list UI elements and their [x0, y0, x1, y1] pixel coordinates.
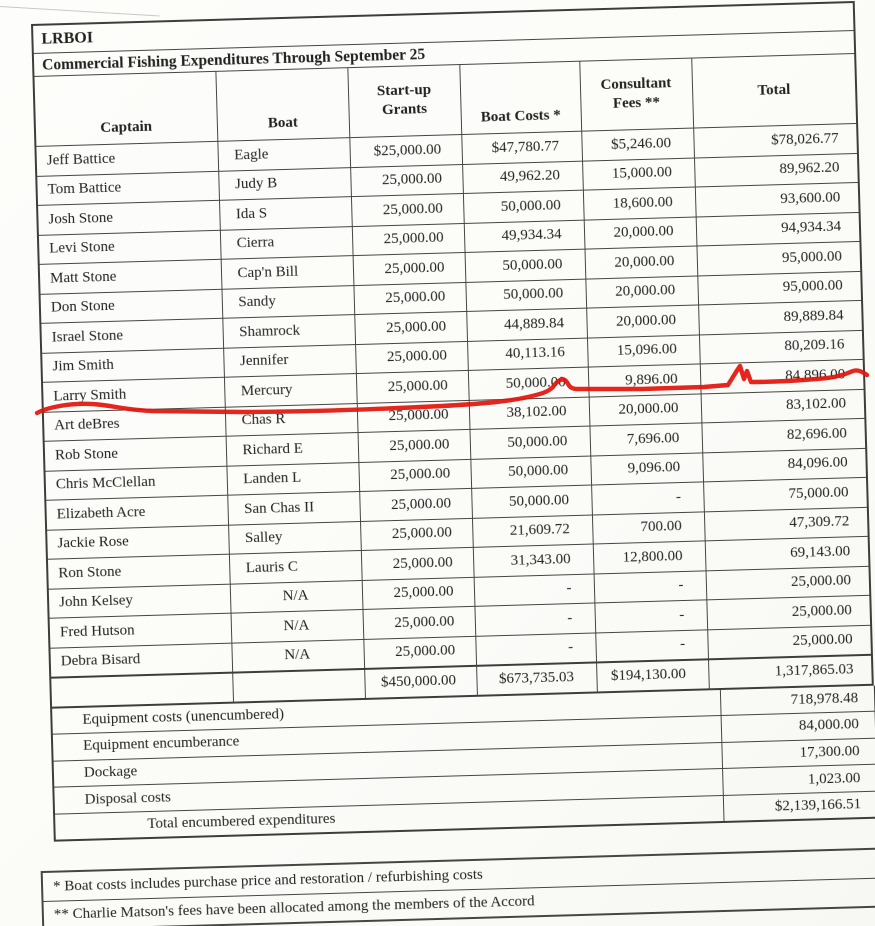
- total-cell: 69,143.00: [705, 536, 870, 570]
- boat-cost-cell: 50,000.00: [465, 279, 586, 312]
- boat-cost-cell: 49,934.34: [464, 220, 585, 253]
- boat-cell: N/A: [230, 580, 363, 613]
- captain-cell: Matt Stone: [39, 259, 222, 294]
- startup-grant-cell: 25,000.00: [352, 223, 465, 256]
- total-cell: 84,096.00: [702, 448, 867, 482]
- boat-cost-cell: 49,962.20: [462, 161, 583, 194]
- summary-label: Dockage: [83, 763, 138, 781]
- boat-cost-cell: 44,889.84: [466, 308, 587, 341]
- startup-grant-cell: 25,000.00: [360, 518, 473, 551]
- summary-value: 1,023.00: [722, 765, 875, 795]
- totals-consultant-fees: $194,130.00: [596, 659, 709, 692]
- startup-grant-cell: 25,000.00: [353, 252, 466, 285]
- boat-cost-cell: -: [475, 632, 596, 665]
- consultant-fee-cell: 20,000.00: [586, 305, 699, 338]
- total-cell: 94,934.34: [696, 212, 861, 246]
- boat-cell: Shamrock: [222, 315, 355, 348]
- boat-cell: Mercury: [224, 374, 357, 407]
- total-cell: 75,000.00: [703, 477, 868, 511]
- boat-cost-cell: 50,000.00: [465, 249, 586, 282]
- captain-cell: Don Stone: [40, 289, 223, 324]
- startup-grant-cell: $25,000.00: [349, 135, 462, 168]
- consultant-fee-cell: $5,246.00: [581, 128, 694, 161]
- consultant-fee-cell: -: [595, 629, 708, 662]
- total-cell: 89,889.84: [698, 300, 863, 334]
- startup-grant-cell: 25,000.00: [358, 459, 471, 492]
- captain-cell: Larry Smith: [42, 377, 225, 412]
- document-page: [31, 1, 875, 926]
- boat-cell: Eagle: [217, 138, 350, 171]
- summary-value: $2,139,166.51: [723, 792, 875, 822]
- startup-grant-cell: 25,000.00: [351, 194, 464, 227]
- total-cell: 80,209.16: [699, 330, 864, 364]
- startup-grant-cell: 25,000.00: [358, 429, 471, 462]
- boat-cost-cell: 50,000.00: [469, 426, 590, 459]
- totals-boat-cell: [232, 668, 365, 702]
- boat-cost-cell: 50,000.00: [471, 485, 592, 518]
- consultant-fee-cell: 20,000.00: [585, 275, 698, 308]
- footnotes-box: [41, 848, 875, 926]
- summary-label: Total encumbered expenditures: [147, 810, 336, 833]
- boat-cell: Ida S: [219, 197, 352, 230]
- startup-grant-cell: 25,000.00: [362, 577, 475, 610]
- paper-edge-artifact: [0, 6, 160, 16]
- boat-cell: Sandy: [221, 285, 354, 318]
- startup-grant-cell: 25,000.00: [362, 606, 475, 639]
- startup-grant-cell: 25,000.00: [361, 547, 474, 580]
- consultant-fee-cell: -: [594, 570, 707, 603]
- boat-cell: Judy B: [218, 167, 351, 200]
- startup-grant-cell: 25,000.00: [355, 341, 468, 374]
- captain-cell: Rob Stone: [44, 436, 227, 471]
- summary-value: 17,300.00: [721, 738, 875, 768]
- total-cell: 89,962.20: [694, 153, 859, 187]
- captain-cell: John Kelsey: [48, 584, 231, 619]
- boat-cell: Cap'n Bill: [221, 256, 354, 289]
- consultant-fee-cell: -: [591, 482, 704, 515]
- column-header-total: Total: [691, 53, 857, 128]
- captain-cell: Ron Stone: [47, 554, 230, 589]
- consultant-fee-cell: 700.00: [592, 511, 705, 544]
- consultant-fee-cell: -: [594, 600, 707, 633]
- captain-cell: Fred Hutson: [49, 613, 232, 648]
- document-title: Commercial Fishing Expenditures Through September 25: [33, 31, 855, 77]
- boat-cost-cell: 50,000.00: [470, 456, 591, 489]
- totals-total: 1,317,865.03: [708, 654, 873, 689]
- summary-value: 84,000.00: [721, 712, 875, 742]
- startup-grant-cell: 25,000.00: [359, 488, 472, 521]
- boat-cost-cell: 31,343.00: [473, 544, 594, 577]
- consultant-fee-cell: 15,096.00: [587, 334, 700, 367]
- expenditure-table: [31, 1, 874, 708]
- boat-cell: Chas R: [225, 403, 358, 436]
- boat-cell: San Chas II: [227, 492, 360, 525]
- total-cell: 25,000.00: [706, 566, 871, 600]
- totals-captain-cell: [50, 672, 233, 707]
- total-cell: 25,000.00: [706, 595, 871, 629]
- total-cell: 95,000.00: [696, 241, 861, 275]
- boat-cost-cell: 21,609.72: [472, 515, 593, 548]
- summary-label: Equipment encumberance: [82, 733, 240, 755]
- column-header-grants: Start-up Grants: [347, 65, 461, 138]
- captain-cell: Jackie Rose: [46, 525, 229, 560]
- boat-cell: Richard E: [226, 433, 359, 466]
- boat-cell: Cierra: [220, 226, 353, 259]
- startup-grant-cell: 25,000.00: [353, 282, 466, 315]
- total-cell: 82,696.00: [701, 418, 866, 452]
- boat-cell: Salley: [228, 521, 361, 554]
- total-cell: 47,309.72: [704, 507, 869, 541]
- boat-cost-cell: 40,113.16: [467, 338, 588, 371]
- captain-cell: Elizabeth Acre: [45, 495, 228, 530]
- total-cell: 93,600.00: [695, 182, 860, 216]
- startup-grant-cell: 25,000.00: [363, 636, 476, 669]
- consultant-fee-cell: 20,000.00: [585, 246, 698, 279]
- captain-cell: Art deBres: [43, 407, 226, 442]
- startup-grant-cell: 25,000.00: [354, 311, 467, 344]
- captain-cell: Chris McClellan: [44, 466, 227, 501]
- captain-cell: Josh Stone: [37, 200, 220, 235]
- column-header-captain: Captain: [33, 71, 217, 146]
- summary-label: Disposal costs: [84, 788, 172, 808]
- totals-boat-costs: $673,735.03: [476, 662, 597, 695]
- boat-cost-cell: 38,102.00: [469, 397, 590, 430]
- column-header-boat-costs: Boat Costs *: [459, 61, 581, 134]
- column-header-boat: Boat: [215, 68, 349, 142]
- boat-cell: N/A: [231, 609, 364, 642]
- total-cell: 84,896.00: [700, 359, 865, 393]
- captain-cell: Jeff Battice: [35, 141, 218, 176]
- total-cell: 95,000.00: [697, 271, 862, 305]
- summary-value: 718,978.48: [720, 685, 875, 715]
- consultant-fee-cell: 15,000.00: [582, 158, 695, 191]
- startup-grant-cell: 25,000.00: [356, 370, 469, 403]
- total-cell: $78,026.77: [693, 123, 858, 157]
- consultant-fee-cell: 12,800.00: [593, 541, 706, 574]
- boat-cost-cell: $47,780.77: [461, 131, 582, 164]
- captain-cell: Debra Bisard: [49, 643, 232, 678]
- totals-grants: $450,000.00: [364, 665, 477, 698]
- boat-cell: N/A: [231, 639, 364, 672]
- consultant-fee-cell: 7,696.00: [589, 423, 702, 456]
- footnote-consultant-fees: ** Charlie Matson's fees have been allocated among the members of the Accord: [53, 893, 535, 923]
- startup-grant-cell: 25,000.00: [350, 164, 463, 197]
- boat-cost-cell: -: [474, 603, 595, 636]
- consultant-fee-cell: 20,000.00: [584, 217, 697, 250]
- captain-cell: Jim Smith: [41, 348, 224, 383]
- boat-cost-cell: -: [474, 574, 595, 607]
- total-cell: 83,102.00: [701, 389, 866, 423]
- summary-section: [50, 685, 875, 842]
- consultant-fee-cell: 20,000.00: [589, 393, 702, 426]
- consultant-fee-cell: 9,896.00: [588, 364, 701, 397]
- captain-cell: Israel Stone: [40, 318, 223, 353]
- footnote-boat-costs: * Boat costs includes purchase price and restoration / refurbishing costs: [43, 850, 875, 902]
- consultant-fee-cell: 9,096.00: [590, 452, 703, 485]
- captain-cell: Levi Stone: [38, 230, 221, 265]
- total-cell: 25,000.00: [707, 625, 872, 659]
- boat-cost-cell: 50,000.00: [463, 190, 584, 223]
- boat-cell: Landen L: [226, 462, 359, 495]
- org-title: LRBOI: [32, 2, 855, 53]
- boat-cost-cell: 50,000.00: [468, 367, 589, 400]
- boat-cell: Lauris C: [229, 550, 362, 583]
- consultant-fee-cell: 18,600.00: [583, 187, 696, 220]
- startup-grant-cell: 25,000.00: [357, 400, 470, 433]
- captain-cell: Tom Battice: [36, 171, 219, 206]
- boat-cell: Jennifer: [223, 344, 356, 377]
- summary-label: Equipment costs (unencumbered): [82, 706, 285, 728]
- column-header-consultant-fees: Consultant Fees **: [579, 58, 693, 131]
